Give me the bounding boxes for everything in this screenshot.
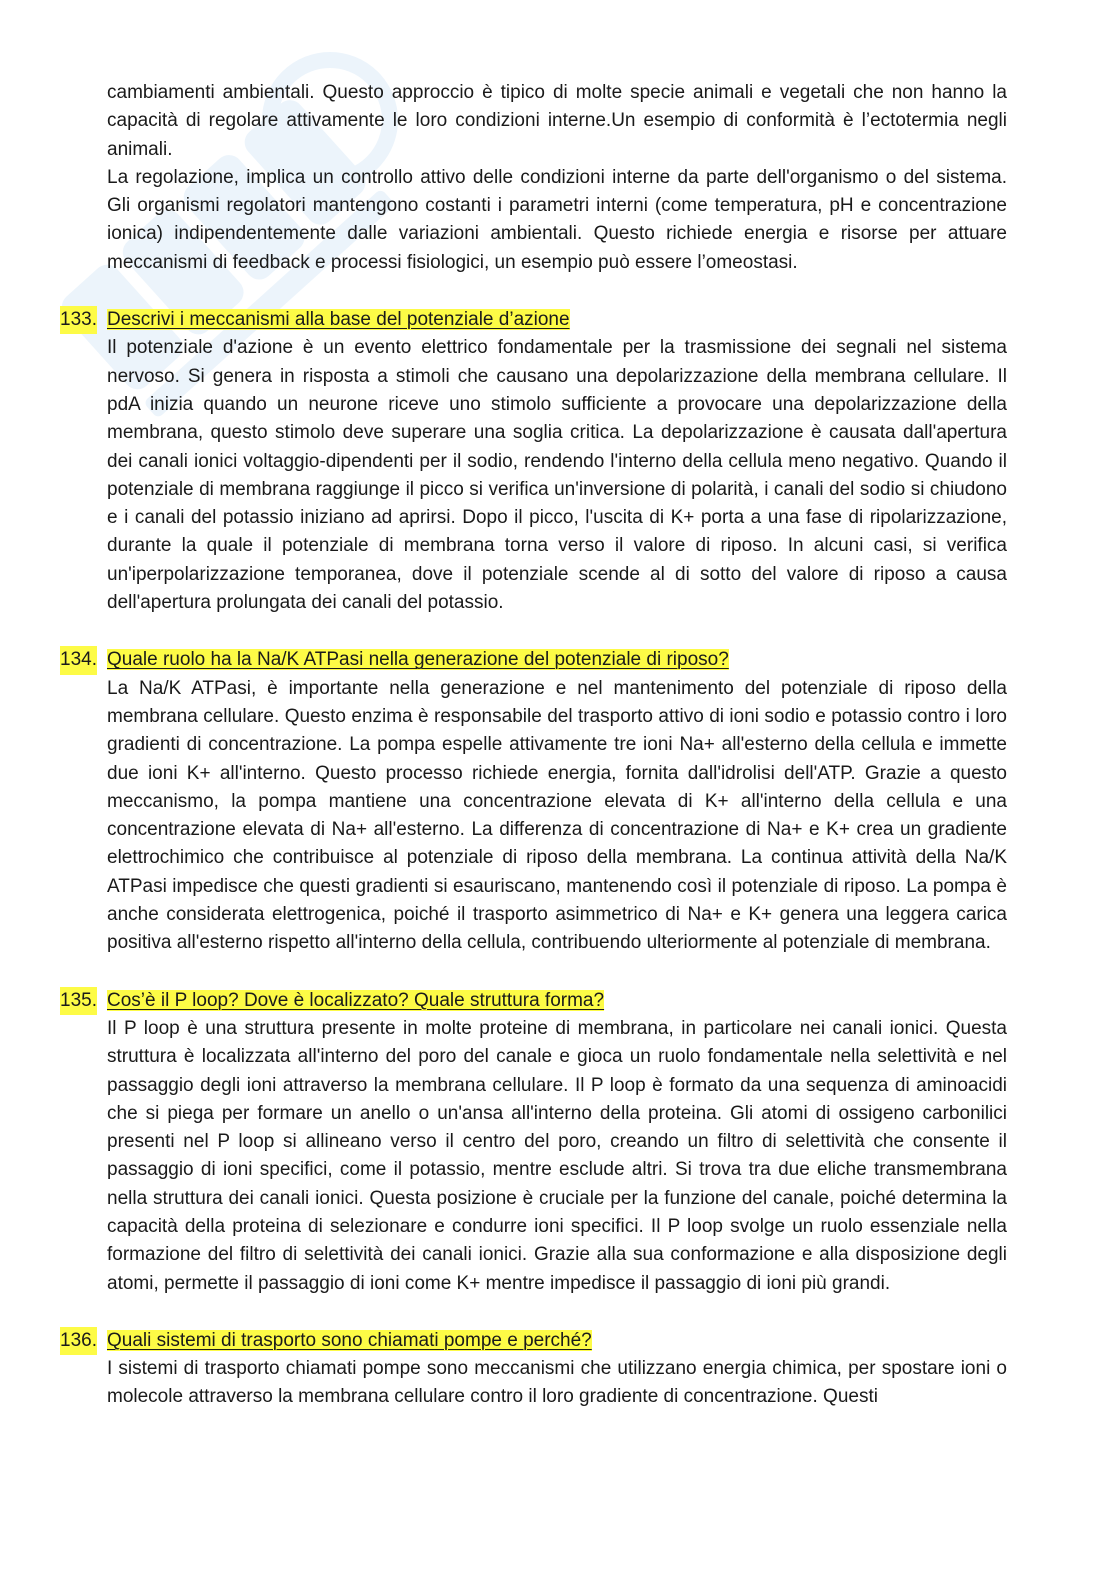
intro-paragraph: La regolazione, implica un controllo attivo delle condizioni interne da parte dell'organismo o del sistema. Gli organismi regolatori mantengono costanti i parametri interni (come temperatura, pH e concentrazione ionica) indipendentemente dalle variazioni ambientali. Questo richiede energia e risorse per attuare meccanismi di feedback e processi fisiologici, un esempio può essere l’omeostasi. [107, 166, 1007, 273]
question-133 [60, 306, 1007, 617]
question-title: Quale ruolo ha la Na/K ATPasi nella generazione del potenziale di riposo? [107, 649, 729, 671]
question-heading [60, 646, 1007, 674]
question-135 [60, 987, 1007, 1298]
question-heading [60, 306, 1007, 334]
document-body [60, 79, 1007, 1412]
question-136 [60, 1327, 1007, 1412]
answer-text: Il P loop è una struttura presente in molte proteine di membrana, in particolare nei canali ionici. Questa struttura è localizzata all'interno del poro del canale e gioca un ruolo fondamentale nella selettività e nel passaggio degli ioni attraverso la membrana cellulare. Il P loop è formato da una sequenza di aminoacidi che si piega per formare un anello o un'ansa all'interno della proteina. Gli atomi di ossigeno carbonilici presenti nel P loop si allineano verso il centro del poro, creando un filtro di selettività che consente il passaggio di ioni specifici, come il potassio, mentre esclude altri. Si trova tra due eliche transmembrana nella struttura dei canali ionici. Questa posizione è cruciale per la funzione del canale, poiché determina la capacità della proteina di selezionare e condurre ioni specifici. Il P loop svolge un ruolo essenziale nella formazione del filtro di selettività dei canali ionici. Grazie alla sua conformazione e alla disposizione degli atomi, permette il passaggio di ioni come K+ mentre impedisce il passaggio di ioni più grandi. [107, 1017, 1007, 1294]
question-heading [60, 1327, 1007, 1355]
question-number: 135. [60, 987, 97, 1015]
intro-paragraph: cambiamenti ambientali. Questo approccio è tipico di molte specie animali e vegetali che non hanno la capacità di regolare attivamente le loro condizioni interne.Un esempio di conformità è l’ectotermia negli animali. [107, 82, 1007, 160]
answer-text: Il potenziale d'azione è un evento elettrico fondamentale per la trasmissione dei segnali nel sistema nervoso. Si genera in risposta a stimoli che causano una depolarizzazione della membrana cellulare. Il pdA inizia quando un neurone riceve uno stimolo sufficiente a provocare una depolarizzazione della membrana, questo stimolo deve superare una soglia critica. La depolarizzazione è causata dall'apertura dei canali ionici voltaggio-dipendenti per il sodio, rendendo l'interno della cellula meno negativo. Quando il potenziale di membrana raggiunge il picco si verifica un'inversione di polarità, i canali del sodio si chiudono e i canali del potassio iniziano ad aprirsi. Dopo il picco, l'uscita di K+ porta a una fase di ripolarizzazione, durante la quale il potenziale di membrana torna verso il valore di riposo. In alcuni casi, si verifica un'iperpolarizzazione temporanea, dove il potenziale scende al di sotto del valore di riposo a causa dell'apertura prolungata dei canali del potassio. [107, 337, 1007, 614]
question-heading [60, 987, 1007, 1015]
answer-text: La Na/K ATPasi, è importante nella generazione e nel mantenimento del potenziale di riposo della membrana cellulare. Questo enzima è responsabile del trasporto attivo di ioni sodio e potassio contro i loro gradienti di concentrazione. La pompa espelle attivamente tre ioni Na+ all'esterno della cellula e immette due ioni K+ all'interno. Questo processo richiede energia, fornita dall'idrolisi dell'ATP. Grazie a questo meccanismo, la pompa mantiene una concentrazione elevata di K+ all'interno della cellula e una concentrazione elevata di Na+ all'esterno. La differenza di concentrazione di Na+ e K+ crea un gradiente elettrochimico che contribuisce al potenziale di riposo della membrana. La continua attività della Na/K ATPasi impedisce che questi gradienti si esauriscano, mantenendo così il potenziale di riposo. La pompa è anche considerata elettrogenica, poiché il trasporto asimmetrico di Na+ e K+ genera una leggera carica positiva all'esterno rispetto all'interno della cellula, contribuendo ulteriormente al potenziale di membrana. [107, 677, 1007, 954]
question-134 [60, 646, 1007, 957]
question-number: 134. [60, 646, 97, 674]
question-number: 136. [60, 1327, 97, 1355]
question-title: Cos’è il P loop? Dove è localizzato? Quale struttura forma? [107, 989, 605, 1011]
question-title: Quali sistemi di trasporto sono chiamati pompe e perché? [107, 1329, 592, 1351]
answer-text: I sistemi di trasporto chiamati pompe sono meccanismi che utilizzano energia chimica, per spostare ioni o molecole attraverso la membrana cellulare contro il loro gradiente di concentrazione. Questi [107, 1358, 1007, 1408]
question-title: Descrivi i meccanismi alla base del potenziale d’azione [107, 309, 570, 331]
question-number: 133. [60, 306, 97, 334]
